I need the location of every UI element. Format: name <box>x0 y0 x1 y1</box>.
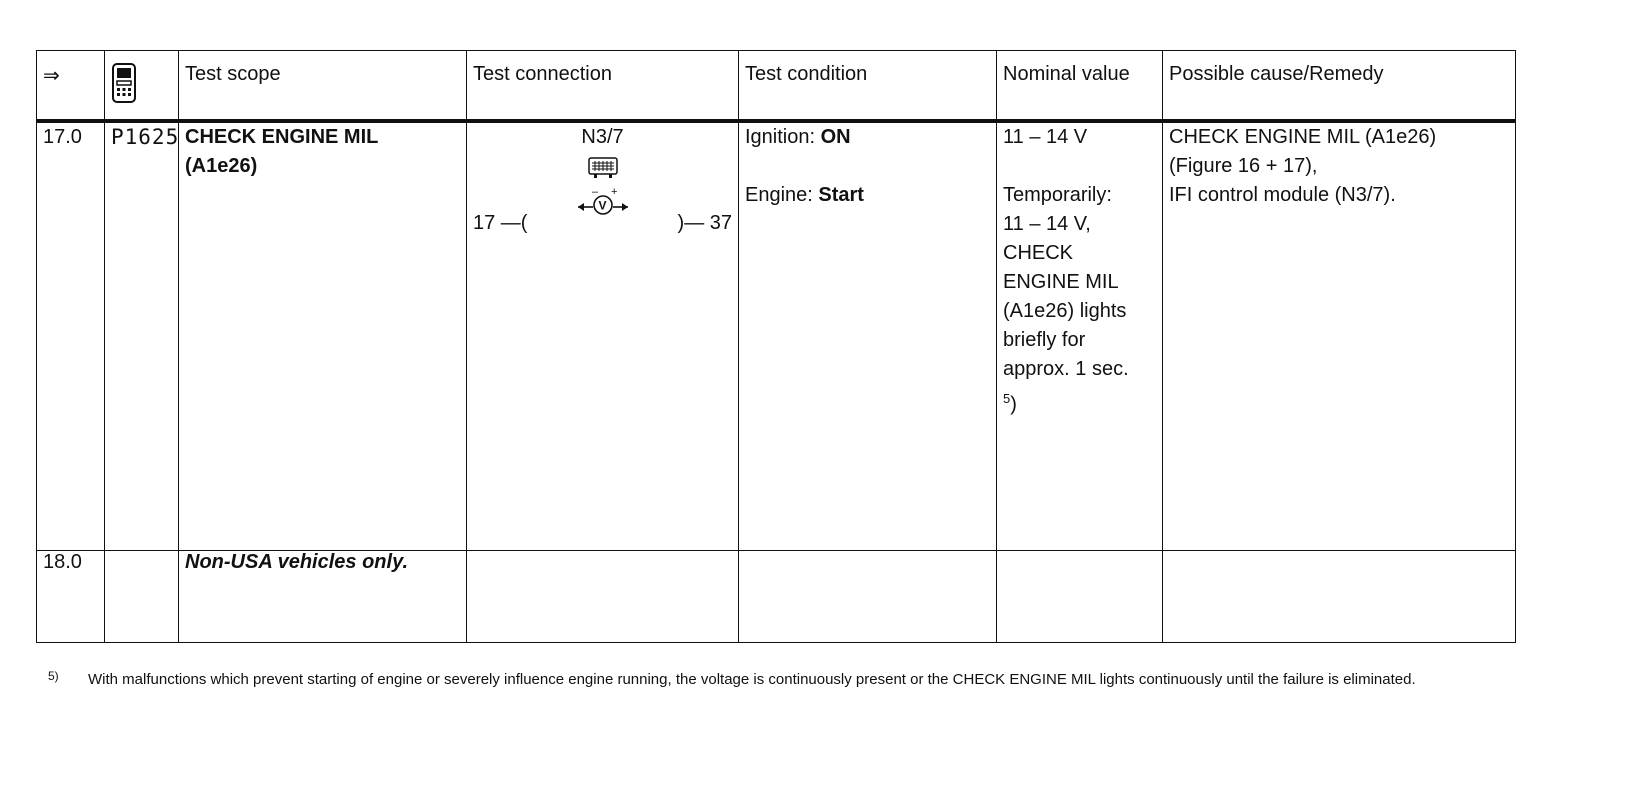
possible-cause <box>1163 121 1516 551</box>
pin-right: )— 37 <box>677 211 732 234</box>
test-scope-line1: CHECK ENGINE MIL <box>185 125 379 148</box>
header-tester <box>105 51 179 121</box>
header-test-scope: Test scope <box>179 51 467 121</box>
condition-engine: Engine: Start <box>745 183 864 206</box>
header-nominal-value: Nominal value <box>997 51 1163 121</box>
footnote-text: With malfunctions which prevent starting of engine or severely influence engine running, the voltage is continuously present or the CHECK ENGINE MIL lights continuously until the failure is eliminated. <box>88 671 1416 688</box>
table-row <box>37 121 1516 551</box>
nominal-value <box>997 121 1163 551</box>
header-test-condition: Test condition <box>739 51 997 121</box>
connection-module: N3/7 <box>581 125 624 148</box>
svg-text:–: – <box>591 185 598 198</box>
remedy-line: IFI control module (N3/7). <box>1169 183 1396 206</box>
possible-cause <box>1163 551 1516 643</box>
nominal-value <box>997 551 1163 643</box>
voltmeter-icon <box>576 185 630 219</box>
condition-ignition: Ignition: ON <box>745 125 851 148</box>
step-number: 17.0 <box>37 121 105 551</box>
nominal-value-2: Temporarily: 11 – 14 V, CHECK ENGINE MIL (A1e26) lights briefly for approx. 1 sec. $^5$) <box>1003 181 1156 420</box>
hand-held-tester-icon <box>111 63 137 103</box>
fault-code <box>105 551 179 643</box>
header-row <box>37 51 1516 121</box>
test-condition <box>739 121 997 551</box>
nominal-value-1: 11 – 14 V <box>1003 125 1088 148</box>
test-connection <box>467 551 739 643</box>
header-possible-cause: Possible cause/Remedy <box>1163 51 1516 121</box>
step-number: 18.0 <box>37 551 105 643</box>
connector-chip-icon <box>588 157 618 179</box>
test-condition <box>739 551 997 643</box>
fault-code-text: P1625 <box>111 124 180 149</box>
footnote-ref: $^5$) <box>1003 390 1017 416</box>
diagnostic-table <box>36 50 1516 643</box>
table-row <box>37 551 1516 643</box>
footnote <box>48 668 1488 692</box>
fault-code <box>105 121 179 551</box>
test-connection <box>467 121 739 551</box>
svg-text:V: V <box>598 198 607 212</box>
remedy-line: (Figure 16 + 17), <box>1169 154 1318 177</box>
test-scope <box>179 551 467 643</box>
test-scope-line2: (A1e26) <box>185 154 258 177</box>
header-arrow: ⇒ <box>37 51 105 121</box>
pin-left: 17 —( <box>473 211 528 234</box>
header-test-connection: Test connection <box>467 51 739 121</box>
test-scope <box>179 121 467 551</box>
test-scope-text: Non-USA vehicles only. <box>185 551 409 573</box>
svg-text:+: + <box>610 185 617 198</box>
footnote-mark: 5) <box>48 669 59 683</box>
remedy-line: CHECK ENGINE MIL (A1e26) <box>1169 125 1437 148</box>
